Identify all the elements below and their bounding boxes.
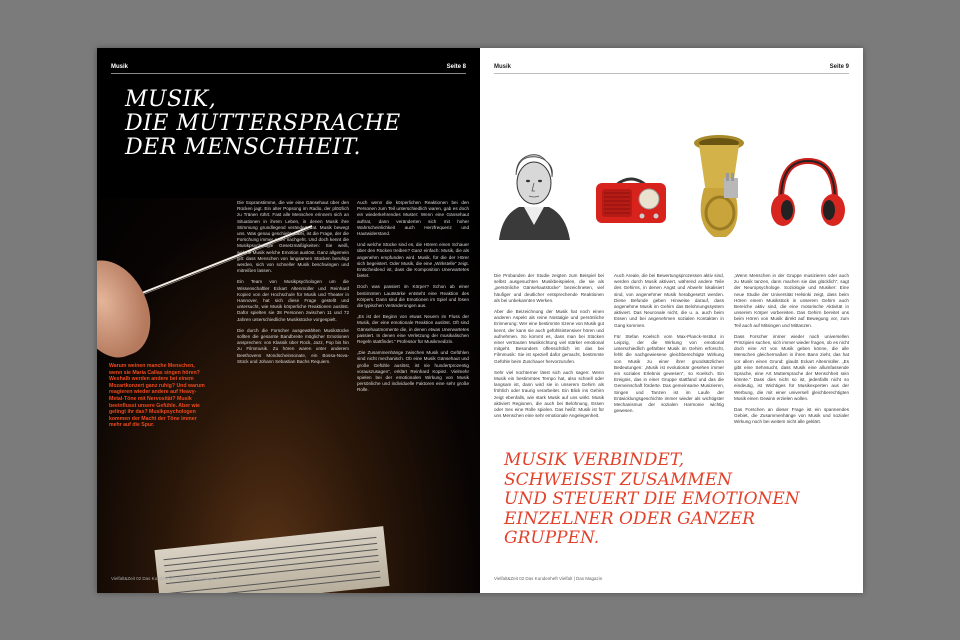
paragraph: Das Forschen an dieser Frage ist ein spannendes Gebiet, die Zusammenhänge von Musik und sozialer Wirkung noch bei weitem nicht alle geklärt. (734, 407, 849, 425)
paragraph: Dass Forscher immer wieder nach universellen Prinzipien suchen, sich immer wieder fragen, ob es nicht doch eine Art von Musik geben könne, die alle Menschen gleichermaßen in ihren Bann zieht, das hat vor allem einen Grund: glaubt Eckart Altenmüller. „Es gibt eine Sehnsucht, dass Musik eine allumfassende Sprache, eine Art Muttersprache der Menschheit sein könnte.“ Dass dies nicht so ist, jedenfalls nicht so eindeutig, ist Wichtiges für Musikexperten aus der Werbung, die mit einer universell gleichberechtigten Musik einen Gewinn erzielen wollen. (734, 333, 849, 401)
right-page-number: Seite 9 (829, 64, 849, 70)
quote-line-1: MUSIK VERBINDET, (504, 450, 685, 470)
title-line-2: DIE MUTTERSPRACHE (125, 111, 401, 136)
left-page (97, 48, 480, 593)
pull-quote (504, 451, 844, 549)
paragraph: Ein Team von Musikpsychologen um die Wissenschaftler Eckart Altenmüller und Reinhard Kopiez von der Hochschule für Musik und Theater in Hannover, hat sich diese Frage gestellt und untersucht, wie Musik körperliche Reaktionen auslöst. Dafür spielten sie 38 Personen zwischen 11 und 72 Jahren unterschiedliche Musikstücke vorgespielt. (237, 279, 349, 322)
quote-line-4: EINZELNER ODER GANZER (504, 508, 755, 529)
paragraph: Sehr viel nüchterner lässt sich auch sagen: Wenn Musik ein bestimmtes Tempo hat, also schnell oder langsam ist, dann wird sie in unserem Gehirn als fröhlich oder traurig verarbeitet. Ein Blick ins Gehirn zeigt ebenfalls, wie stark Musik auf uns wirkt. Musik aktiviert Regionen, die auch bei Belohnung, Essen oder Sex eine Rolle spielen. Das heißt: Musik ist für uns Menschen eine sehr emotionale Angelegenheit. (494, 369, 604, 419)
tuba-image (684, 133, 754, 243)
right-header-rule (494, 73, 849, 74)
red-headphones-image (769, 155, 847, 235)
quote-line-5: GRUPPEN. (504, 528, 600, 548)
right-section-label: Musik (494, 64, 512, 70)
paragraph: Die durch die Forscher ausgewählten Musikstücke sollten die gesamte Bandbreite möglicher Emotionen ansprechen: von Klassik über Rock, Jazz, Pop bis hin zu Filmmusik. Zu hören waren unter anderem Beethovens Mondscheinsonate, ein Bossa-Nova-Stück und Johann Sebastian Bachs Requiem. (237, 327, 349, 364)
paragraph: Die Sopranstimme, die wie eine Gänsehaut über den Rücken jagt. Ein alter Popsong im Radio, der plötzlich zu Tränen rührt. Fast alle Menschen erinnern sich an Situationen in ihrem Leben, in denen Musik ihre Stimmung grundlegend verändert hat. Musik bewegt uns. Was genau geschieht dabei, ist die Frage, der die Forschung immer mehr nachgeht. Und doch kennt die Musikpsychologie Gesetzmäßigkeiten: Sie weiß, welche Musik welche Emotion auslöst. Ganz allgemein gilt: dass Menschen von langsamen Stücken beruhigt werden, sich von schneller Musik beschwingen und mitreißen lassen. (237, 200, 349, 274)
music-images-row (494, 133, 849, 253)
quote-line-3: UND STEUERT DIE EMOTIONEN (504, 489, 800, 509)
paragraph: Und welche Stücke sind es, die Hörern einen Schauer über den Rücken treiben? Ganz einfach: Musik, die als angenehm empfunden wird. Musik, für die der Hörer sich begeistert. Oder Musik, die eine „Wirkstelle“ zeigt. Entscheidend ist, dass die Komposition Unerwartetes bietet. (357, 242, 469, 279)
paragraph: Die Probanden der Studie zeigten zum Beispiel bei selbst ausgesuchten Musikbeispielen, die sie als „persönliche Gänsehautstücke“ bezeichneten, viel häufiger und deutlicher entsprechende Reaktionen als bei unbekannten Werken. (494, 273, 604, 303)
magazine-spread (97, 48, 863, 593)
paragraph: „Es ist der Beginn von etwas Neuem im Fluss der Musik, der eine emotionale Reaktion auslöst. Oft sind Gänsehautmomente die, in denen etwas Unerwartetes passiert. In denen eine Verletzung der musikalischen Regeln stattfindet.“ Professor für Musikmedizin. (357, 314, 469, 345)
title-line-3: DER MENSCHHEIT. (125, 135, 362, 160)
right-column-2 (614, 273, 724, 419)
portrait-engraving-image (494, 145, 574, 240)
left-header-rule (111, 73, 466, 74)
quote-line-2: SCHWEISST ZUSAMMEN (504, 469, 732, 490)
title-line-1: MUSIK, (125, 87, 217, 112)
paragraph: Für Stefan Koelsch vom Max-Planck-Institut in Leipzig, der die Wirkung von emotional unterschiedlich gefärbter Musik im Gehirn erforscht, fehlt die nachgewiesene gleichberechtigte Wirkung von Musik zu einer ihrer grundsätzlichen Bedeutungen: „Musik ist evolutionär gesehen immer ein soziales Erlebnis gewesen“, so Koelsch. Ein Ereignis, das in einer Gruppe stattfand und das die Gemeinschaft förderte. Das gemeinsame Musizieren, Singen und Tanzen ist im Laufe der Entwicklungsgeschichte immer wieder als wichtigster Mechanismus der sozialen Harmonie wichtig gewesen. (614, 333, 724, 414)
left-column-2 (357, 200, 469, 399)
left-page-number: Seite 8 (446, 64, 466, 70)
right-footer: Vielfalt&Zeit 02 Das Kundenheft Vielfalt | Das Magazin (494, 576, 603, 581)
red-radio-image (594, 175, 668, 225)
paragraph: Auch wenn die körperlichen Reaktionen bei den Personen zum Teil unterschiedlich waren, gab es doch ein wiederkehrendes Muster: Wenn eine Gänsehaut auftrat, dann veränderten sich mit hoher Wahrscheinlichkeit auch Herzfrequenz und Hautwiderstand. (357, 200, 469, 237)
right-page (480, 48, 863, 593)
paragraph: Doch was passiert im Körper? Schon ab einer bestimmten Lautstärke entsteht eine Reaktion des Körpers. Dann sind die Emotionen im Spiel und lösen die typischen Veränderungen aus. (357, 284, 469, 309)
paragraph: Auch Areale, die bei Bewertungsprozessen aktiv sind, werden durch Musik aktiviert, während andere Teile des Gehirns, in denen Angst und Abwehr lokalisiert sind, von angenehmer Musik herabgesetzt werden. Diese Befunde geben Hinweise darauf, dass angenehme Musik im Gehirn das Belohnungssystem aktiviert. Das Neuronale nicht, die u. a. auch beim Essen und bei angenehmen sozialen Kontakten in Gang kommen. (614, 273, 724, 328)
left-footer: Vielfalt&Zeit 02 Das Kundenheft Vielfalt | Das Magazin (111, 576, 220, 581)
right-column-3 (734, 273, 849, 431)
right-column-1 (494, 273, 604, 424)
paragraph: Aber die Beizeichnung der Musik hat noch einen anderen Aspekt als reine Nostalgie und persönliche Erinnerung: Wer eine bestimmte Szene von Musik gut kennt, der kann sie auch gefühlsintensiver hören und aufnehmen. So kommt es, dass man bei Stücken einer vertrauten Musikrichtung viel stärker emotional mitgeht. Besonders offensichtlich ist das bei Filmmusik: Sie ist speziell dafür gemacht, bestimmte Gefühle beim Zuschauer hervorzurufen. (494, 309, 604, 364)
page-title (125, 88, 401, 160)
left-section-label: Musik (111, 64, 129, 70)
paragraph: „Die Zusammenhänge zwischen Musik und Gefühlen sind nicht mechanisch. Ob eine Musik Gänsehaut und große Gefühle auslöst, ist nie hundertprozentig vorauszusagen“, erklärt Reinhard Kopiez. Vielmehr spielen bei der emotionalen Wirkung von Musik persönliche und individuelle Faktoren eine sehr große Rolle. (357, 350, 469, 393)
paragraph: „Wenn Menschen in der Gruppe musizieren oder auch zu Musik tanzen, dann machen sie das glücklich“, sagt der Neuropsychologe. Soziologie und Musiker: Eine neue Studie der Universität Helsinki zeigt, dass beim Hören einem Musikstück in unserem Gehirn auch Bereiche aktiv sind, die eine motorische Aktivität in unserem Körper vorbereiten. Das Gehirn bereitet uns beim Hören von Musik direkt auf Bewegung vor, zum Teil auch auf Mitsingen und Mittanzen. (734, 273, 849, 328)
intro-paragraph: Warum weinen manche Menschen, wenn sie Maria Callas singen hören? Weshalb werden andere bei einem Mozartkonzert ganz ruhig? Und warum reagieren wieder andere auf Heavy-Metal-Töne mit Nervosität? Musik beeinflusst unsere Gefühle. Aber wie gelingt ihr das? Musikpsychologen kommen der Macht der Töne immer mehr auf die Spur. (109, 363, 205, 429)
left-column-1 (237, 200, 349, 370)
